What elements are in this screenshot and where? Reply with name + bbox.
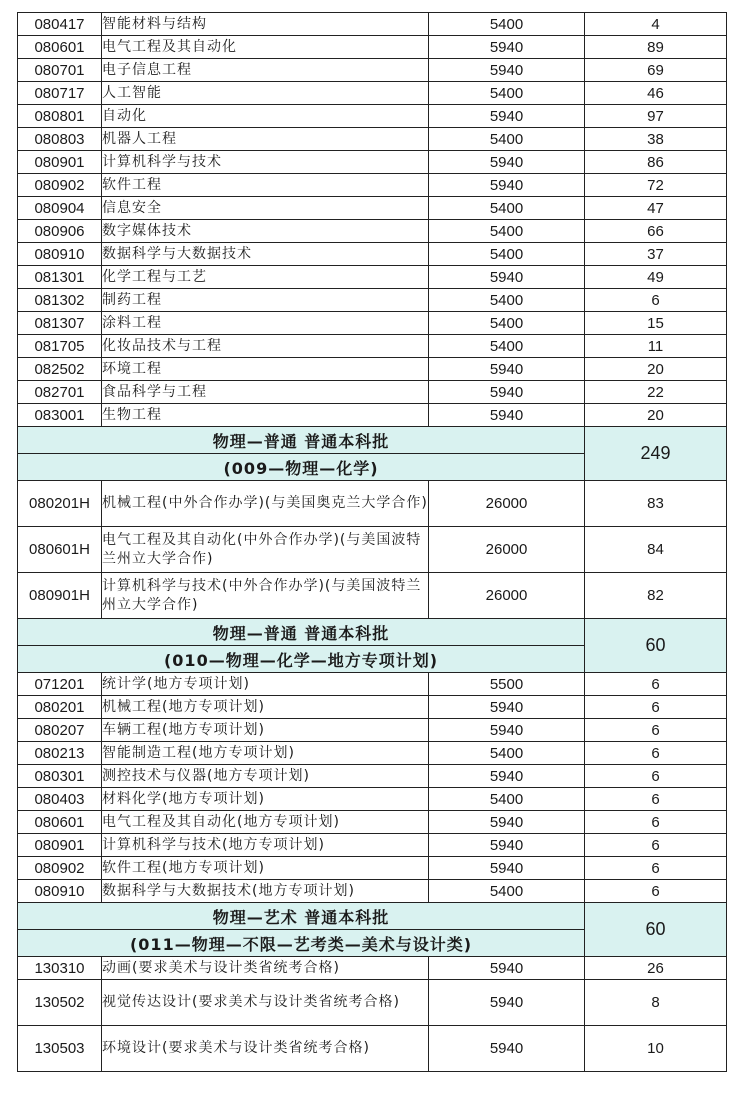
table-row xyxy=(18,1026,727,1072)
major-code: 080901H xyxy=(18,573,102,619)
plan-count: 46 xyxy=(585,82,727,105)
table-row xyxy=(18,765,727,788)
table-row xyxy=(18,358,727,381)
major-name: 软件工程(地方专项计划) xyxy=(102,857,429,880)
group-total: 60 xyxy=(585,619,727,673)
tuition-fee: 5940 xyxy=(429,358,585,381)
plan-count: 83 xyxy=(585,481,727,527)
major-code: 082502 xyxy=(18,358,102,381)
tuition-fee: 5940 xyxy=(429,696,585,719)
plan-count: 8 xyxy=(585,980,727,1026)
plan-count: 11 xyxy=(585,335,727,358)
major-code: 080201H xyxy=(18,481,102,527)
plan-count: 38 xyxy=(585,128,727,151)
major-code: 080207 xyxy=(18,719,102,742)
plan-count: 6 xyxy=(585,788,727,811)
major-code: 080901 xyxy=(18,834,102,857)
tuition-fee: 5400 xyxy=(429,82,585,105)
tuition-fee: 5940 xyxy=(429,857,585,880)
major-name: 材料化学(地方专项计划) xyxy=(102,788,429,811)
major-code: 082701 xyxy=(18,381,102,404)
tuition-fee: 26000 xyxy=(429,527,585,573)
plan-count: 4 xyxy=(585,13,727,36)
plan-count: 66 xyxy=(585,220,727,243)
tuition-fee: 5940 xyxy=(429,811,585,834)
group-total: 60 xyxy=(585,903,727,957)
table-row xyxy=(18,220,727,243)
major-name: 车辆工程(地方专项计划) xyxy=(102,719,429,742)
group-title-line1: 物理—普通 普通本科批 xyxy=(18,619,585,646)
major-code: 080213 xyxy=(18,742,102,765)
major-name: 视觉传达设计(要求美术与设计类省统考合格) xyxy=(102,980,429,1026)
table-row xyxy=(18,13,727,36)
plan-count: 20 xyxy=(585,404,727,427)
major-name: 动画(要求美术与设计类省统考合格) xyxy=(102,957,429,980)
plan-count: 6 xyxy=(585,742,727,765)
tuition-fee: 26000 xyxy=(429,573,585,619)
tuition-fee: 5400 xyxy=(429,335,585,358)
plan-count: 6 xyxy=(585,857,727,880)
table-row xyxy=(18,834,727,857)
major-code: 080910 xyxy=(18,243,102,266)
group-total: 249 xyxy=(585,427,727,481)
major-code: 081301 xyxy=(18,266,102,289)
tuition-fee: 5940 xyxy=(429,834,585,857)
tuition-fee: 5940 xyxy=(429,151,585,174)
tuition-fee: 5940 xyxy=(429,381,585,404)
tuition-fee: 5940 xyxy=(429,980,585,1026)
plan-count: 6 xyxy=(585,834,727,857)
tuition-fee: 5400 xyxy=(429,220,585,243)
plan-count: 6 xyxy=(585,880,727,903)
major-name: 机器人工程 xyxy=(102,128,429,151)
tuition-fee: 5940 xyxy=(429,719,585,742)
major-code: 080403 xyxy=(18,788,102,811)
table-row xyxy=(18,980,727,1026)
major-code: 130310 xyxy=(18,957,102,980)
plan-count: 47 xyxy=(585,197,727,220)
plan-count: 15 xyxy=(585,312,727,335)
table-row xyxy=(18,59,727,82)
section-top xyxy=(18,13,727,427)
plan-count: 10 xyxy=(585,1026,727,1072)
tuition-fee: 5940 xyxy=(429,36,585,59)
major-name: 生物工程 xyxy=(102,404,429,427)
plan-count: 6 xyxy=(585,811,727,834)
table-row xyxy=(18,128,727,151)
major-name: 电气工程及其自动化 xyxy=(102,36,429,59)
table-row xyxy=(18,527,727,573)
major-code: 080803 xyxy=(18,128,102,151)
plan-count: 22 xyxy=(585,381,727,404)
major-code: 080902 xyxy=(18,174,102,197)
major-code: 071201 xyxy=(18,673,102,696)
major-name: 化学工程与工艺 xyxy=(102,266,429,289)
plan-count: 6 xyxy=(585,673,727,696)
plan-count: 97 xyxy=(585,105,727,128)
major-name: 计算机科学与技术(中外合作办学)(与美国波特兰州立大学合作) xyxy=(102,573,429,619)
major-name: 机械工程(中外合作办学)(与美国奥克兰大学合作) xyxy=(102,481,429,527)
tuition-fee: 5400 xyxy=(429,289,585,312)
major-name: 统计学(地方专项计划) xyxy=(102,673,429,696)
plan-count: 86 xyxy=(585,151,727,174)
tuition-fee: 5400 xyxy=(429,243,585,266)
tuition-fee: 5940 xyxy=(429,957,585,980)
group-title-line2: (009—物理—化学) xyxy=(18,454,585,481)
plan-count: 6 xyxy=(585,289,727,312)
major-name: 智能材料与结构 xyxy=(102,13,429,36)
plan-count: 6 xyxy=(585,765,727,788)
group-title-line2: (010—物理—化学—地方专项计划) xyxy=(18,646,585,673)
major-code: 083001 xyxy=(18,404,102,427)
major-name: 电气工程及其自动化(地方专项计划) xyxy=(102,811,429,834)
section-009 xyxy=(18,427,727,619)
tuition-fee: 5400 xyxy=(429,197,585,220)
table-row xyxy=(18,857,727,880)
major-name: 软件工程 xyxy=(102,174,429,197)
table-row xyxy=(18,573,727,619)
plan-count: 72 xyxy=(585,174,727,197)
table-row xyxy=(18,696,727,719)
major-code: 080601H xyxy=(18,527,102,573)
major-code: 080717 xyxy=(18,82,102,105)
plan-count: 69 xyxy=(585,59,727,82)
tuition-fee: 5500 xyxy=(429,673,585,696)
table-row xyxy=(18,481,727,527)
major-name: 信息安全 xyxy=(102,197,429,220)
table-row xyxy=(18,266,727,289)
tuition-fee: 5940 xyxy=(429,105,585,128)
major-name: 数据科学与大数据技术(地方专项计划) xyxy=(102,880,429,903)
major-code: 081302 xyxy=(18,289,102,312)
tuition-fee: 5940 xyxy=(429,765,585,788)
plan-count: 6 xyxy=(585,696,727,719)
plan-count: 82 xyxy=(585,573,727,619)
group-title-line1: 物理—普通 普通本科批 xyxy=(18,427,585,454)
enrollment-plan-table xyxy=(17,12,727,1072)
major-code: 080801 xyxy=(18,105,102,128)
table-row xyxy=(18,381,727,404)
table-row xyxy=(18,312,727,335)
table-row xyxy=(18,151,727,174)
table-row xyxy=(18,788,727,811)
major-code: 081307 xyxy=(18,312,102,335)
major-name: 自动化 xyxy=(102,105,429,128)
plan-count: 37 xyxy=(585,243,727,266)
tuition-fee: 5940 xyxy=(429,266,585,289)
major-name: 数字媒体技术 xyxy=(102,220,429,243)
tuition-fee: 26000 xyxy=(429,481,585,527)
tuition-fee: 5400 xyxy=(429,742,585,765)
tuition-fee: 5400 xyxy=(429,128,585,151)
major-name: 计算机科学与技术(地方专项计划) xyxy=(102,834,429,857)
plan-count: 20 xyxy=(585,358,727,381)
major-name: 化妆品技术与工程 xyxy=(102,335,429,358)
major-name: 食品科学与工程 xyxy=(102,381,429,404)
table-row xyxy=(18,673,727,696)
plan-count: 84 xyxy=(585,527,727,573)
table-row xyxy=(18,404,727,427)
table-row xyxy=(18,36,727,59)
major-name: 计算机科学与技术 xyxy=(102,151,429,174)
table-row xyxy=(18,174,727,197)
table-row xyxy=(18,811,727,834)
tuition-fee: 5940 xyxy=(429,59,585,82)
major-code: 080601 xyxy=(18,811,102,834)
major-code: 081705 xyxy=(18,335,102,358)
major-name: 机械工程(地方专项计划) xyxy=(102,696,429,719)
table-row xyxy=(18,719,727,742)
major-code: 080906 xyxy=(18,220,102,243)
tuition-fee: 5940 xyxy=(429,1026,585,1072)
table-row xyxy=(18,289,727,312)
major-name: 人工智能 xyxy=(102,82,429,105)
table-row xyxy=(18,957,727,980)
major-name: 环境设计(要求美术与设计类省统考合格) xyxy=(102,1026,429,1072)
table-row xyxy=(18,82,727,105)
major-code: 080902 xyxy=(18,857,102,880)
section-010 xyxy=(18,619,727,903)
table-row xyxy=(18,742,727,765)
tuition-fee: 5940 xyxy=(429,404,585,427)
plan-count: 26 xyxy=(585,957,727,980)
table-row xyxy=(18,335,727,358)
major-code: 080601 xyxy=(18,36,102,59)
section-011 xyxy=(18,903,727,1072)
tuition-fee: 5400 xyxy=(429,788,585,811)
table-row xyxy=(18,243,727,266)
group-header xyxy=(18,903,727,930)
major-code: 130502 xyxy=(18,980,102,1026)
major-code: 080904 xyxy=(18,197,102,220)
major-code: 080910 xyxy=(18,880,102,903)
tuition-fee: 5400 xyxy=(429,13,585,36)
tuition-fee: 5400 xyxy=(429,880,585,903)
group-header xyxy=(18,619,727,646)
major-name: 环境工程 xyxy=(102,358,429,381)
major-name: 电子信息工程 xyxy=(102,59,429,82)
tuition-fee: 5940 xyxy=(429,174,585,197)
major-name: 数据科学与大数据技术 xyxy=(102,243,429,266)
plan-count: 49 xyxy=(585,266,727,289)
major-name: 智能制造工程(地方专项计划) xyxy=(102,742,429,765)
table-row xyxy=(18,880,727,903)
plan-count: 6 xyxy=(585,719,727,742)
major-code: 080301 xyxy=(18,765,102,788)
major-name: 制药工程 xyxy=(102,289,429,312)
plan-count: 89 xyxy=(585,36,727,59)
group-title-line2: (011—物理—不限—艺考类—美术与设计类) xyxy=(18,930,585,957)
group-header xyxy=(18,427,727,454)
major-code: 080901 xyxy=(18,151,102,174)
major-name: 涂料工程 xyxy=(102,312,429,335)
table-row xyxy=(18,105,727,128)
major-name: 测控技术与仪器(地方专项计划) xyxy=(102,765,429,788)
major-code: 080701 xyxy=(18,59,102,82)
table-row xyxy=(18,197,727,220)
group-title-line1: 物理—艺术 普通本科批 xyxy=(18,903,585,930)
major-name: 电气工程及其自动化(中外合作办学)(与美国波特兰州立大学合作) xyxy=(102,527,429,573)
major-code: 130503 xyxy=(18,1026,102,1072)
major-code: 080417 xyxy=(18,13,102,36)
tuition-fee: 5400 xyxy=(429,312,585,335)
major-code: 080201 xyxy=(18,696,102,719)
